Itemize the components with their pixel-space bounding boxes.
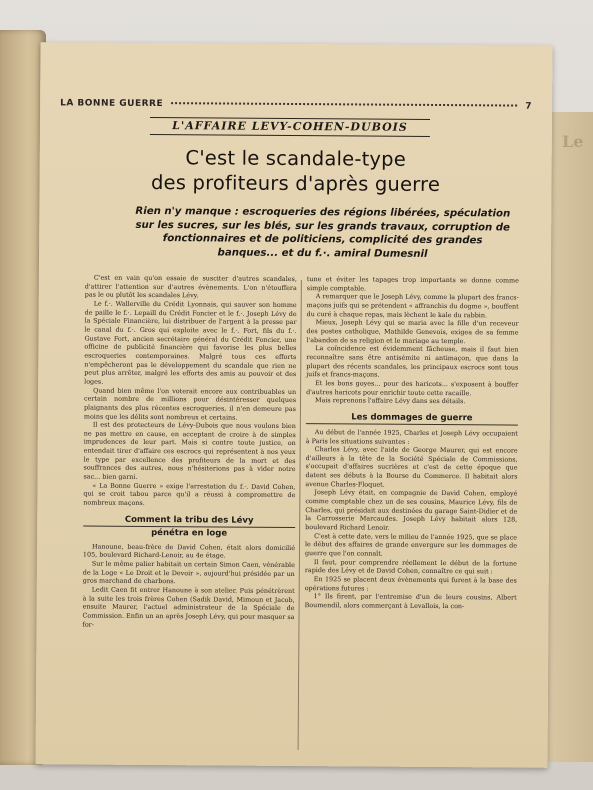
running-header (60, 96, 532, 113)
left-paragraph: Le f.·. Wallerville du Crédit Lyonnais, qui sauver son homme de paille le f.·. Lepaill du Crédit Foncier et le f.·. Joseph Lévy de la Spéciale Financière, lui distribuer de l'argent à la presse par le canal du f.·. Gros qui exploite avec le f.·. Fort, fils du f.·. Gustave Fort, ancien secrétaire général du Crédit Foncier, une officine de publicité financière qui favorise les plus belles escroqueries contemporaines. Malgré tous ces efforts n'empêcheront pas le développement du scandale que rien ne peut plus arrêter, malgré les efforts des amis au pouvoir et des loges. (84, 299, 297, 386)
left-paragraph: C'est en vain qu'on essaie de susciter d'autres scandales, d'attirer l'attention sur d'autres évènements. L'on n'étouffera pas le ou plutôt les scandales Lévy. (84, 273, 297, 300)
right-paragraph: C'est à cette date, vers le milieu de l'année 1925, que se place le début des affaires de grande envergure sur les dommages de guerre que l'on connaît. (304, 531, 518, 558)
left-paragraph: « La Bonne Guerre » exige l'arrestation du f.·. David Cohen, qui se croit tabou parce qu'il a réussi à compromettre de nombreux maçons. (83, 481, 296, 508)
left-paragraph: Ledit Caen fit entrer Hanoune à son atelier. Puis pénétrèrent à la suite les trois frères Cohen (Sadik David, Mimoun et Jacob, ensuite Maurer, l'actuel administrateur de la Spéciale de Commission. Enfin un an après Joseph Lévy, qui pour masquer sa for- (82, 585, 295, 629)
right-subhead-text: Les dommages de guerre (306, 411, 518, 425)
newspaper-page (35, 42, 552, 768)
show-through-text: Le (562, 132, 584, 151)
right-subhead (306, 411, 518, 425)
header-dotted-rule (171, 102, 517, 106)
article-standfirst: Rien n'y manque : escroqueries des régions libérées, spéculation sur les sucres, sur les blés, sur les grands travaux, corruption de fonctionnaires et de politiciens, complicité des grandes banques... et du f.·. amiral Dumesnil (135, 205, 511, 260)
page-number: 7 (525, 101, 533, 112)
headline-line-1: C'est le scandale-type (185, 146, 407, 171)
left-column (82, 274, 296, 631)
right-paragraph: En 1925 se placent deux évènements qui furent à la base des opérations futures : (304, 575, 517, 593)
left-paragraph: Il est des protecteurs de Lévy-Dubois que nous voulons bien ne pas mettre en cause, en acceptant de croire à de simples imprudences de leur part. Mais si contre toute justice, on entendait tirer d'affaire ces escrocs qui représentent à nos yeux le type par excellence des profiteurs de la mort et des souffrances des autres, nous n'hésiterions pas à vider notre sac... bien garni. (83, 420, 296, 482)
headline-line-2: des profiteurs d'après guerre (150, 170, 441, 197)
article-headline (79, 144, 511, 197)
column-rule (298, 280, 302, 750)
article-kicker: L'AFFAIRE LEVY-COHEN-DUBOIS (150, 117, 430, 137)
right-paragraph: Joseph Lévy était, en compagnie de David Cohen, employé comme comptable chez un de ses cousins, Maurice Lévy, fils de Charles, qui présidait aux destinées du garage Saint-Didier et de la Carrosserie Marcaudes. Joseph Lévy habitait alors 128, boulevard Richard Lenoir. (305, 488, 518, 532)
right-paragraph: Il faut, pour comprendre réellement le début de la fortune rapide des Lévy et de David Cohen, connaître ce qui suit : (304, 557, 517, 576)
left-subhead (83, 513, 295, 539)
left-subhead-line-2: pénétra en loge (151, 527, 228, 539)
right-column (305, 275, 519, 611)
right-paragraph: Au début de l'année 1925, Charles et Joseph Lévy occupaient à Paris les situations suivantes : (305, 427, 518, 446)
running-title: LA BONNE GUERRE (60, 98, 164, 110)
right-paragraph: Et les bons goyes... pour des haricots... s'exposent à bouffer d'autres haricots pour enrichir toute cette racaille. (306, 379, 519, 397)
right-paragraph: A remarquer que le Joseph Lévy, comme la plupart des francs-maçons juifs qui se prétendent « affranchis du dogme », bouffent du curé à chaque repas, mais lèchent le kale du rabbin. (306, 292, 519, 319)
left-paragraph: Sur le même palier habitait un certain Simon Caen, vénérable de la Loge « Le Droit et le Devoir », aujourd'hui présidée par un gros marchand de charbons. (82, 559, 295, 586)
right-paragraph: Mieux, Joseph Lévy qui se maria avec la fille d'un receveur des postes catholique, Mathilde Genevois, exigea de sa femme l'abandon de sa religion et le mariage au temple. (306, 318, 519, 345)
left-subhead-line-1: Comment la tribu des Lévy (83, 513, 295, 527)
next-page-edge (548, 112, 593, 762)
right-paragraph: La coïncidence est évidemment fâcheuse, mais il faut bien reconnaître sans être antisémite ni antimaçon, que dans la plupart des récents scandales, les principaux escrocs sont tous juifs et francs-maçons. (306, 344, 519, 379)
left-paragraph: Quand bien même l'on voterait encore aux contribuables un certain nombre de millions pour désintéresser quelques plaignants des plus récentes escroqueries, il n'en demeure pas moins que les délits sont nombreux et certains. (83, 386, 297, 422)
right-paragraph: Charles Lévy, avec l'aide de George Maurer, qui est encore d'ailleurs à la tête de la Société Spéciale de Commissions, s'occupait d'affaires sucrières et c'est de cette époque que datent ses débuts à la Bourse du Commerce. Il habitait alors avenue Charles-Floquet. (305, 445, 518, 489)
right-paragraph: Mais reprenons l'affaire Lévy dans ses détails. (315, 396, 466, 406)
right-paragraph: tune et éviter les tapages trop importants se donne comme simple comptable. (306, 275, 519, 293)
left-paragraph: Hanoune, beau-frère de David Cohen, était alors domicilié 105, boulevard Richard-Lenoir, au 4e étage. (82, 542, 296, 560)
right-paragraph: 1° Ils firent, par l'entremise d'un de leurs cousins, Albert Boumendil, alors commerçant à Levallois, la con- (304, 592, 517, 611)
